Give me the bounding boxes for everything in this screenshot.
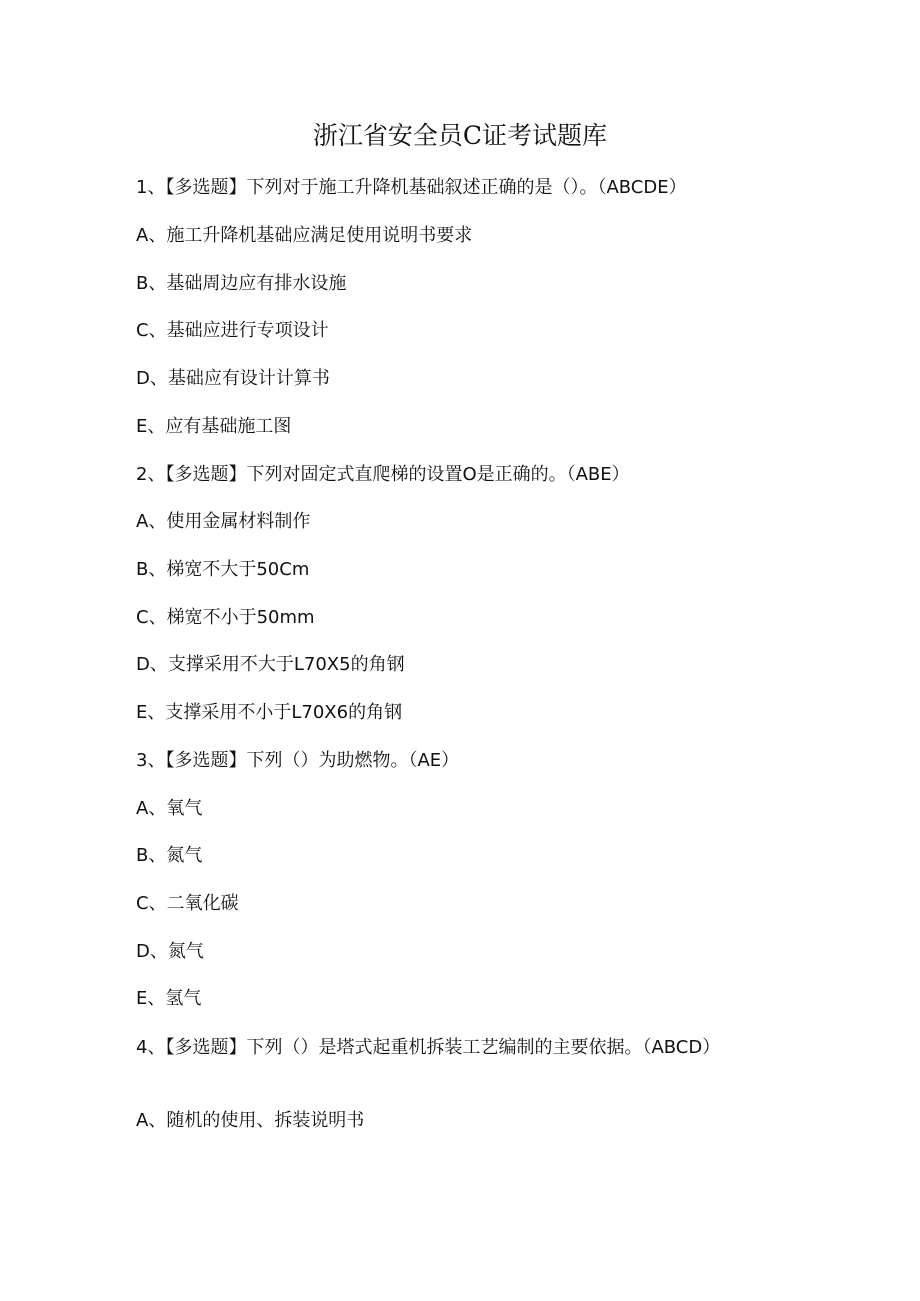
question-1-text: 1、【多选题】下列对于施工升降机基础叙述正确的是（）。（ABCDE） xyxy=(136,177,687,198)
question-1-option-a: A、施工升降机基础应满足使用说明书要求 xyxy=(136,225,473,246)
question-4-text: 4、【多选题】下列（）是塔式起重机拆装工艺编制的主要依据。（ABCD） xyxy=(136,1037,721,1058)
question-1-option-b: B、基础周边应有排水设施 xyxy=(136,273,347,294)
question-3-text: 3、【多选题】下列（）为助燃物。（AE） xyxy=(136,750,460,771)
question-2-text: 2、【多选题】下列对固定式直爬梯的设置O是正确的。（ABE） xyxy=(136,464,630,485)
question-3-option-c: C、二氧化碳 xyxy=(136,893,239,914)
question-4-option-a: A、随机的使用、拆装说明书 xyxy=(136,1110,365,1131)
question-3-option-a: A、氧气 xyxy=(136,798,203,819)
question-3-option-b: B、氮气 xyxy=(136,845,203,866)
question-1-option-e: E、应有基础施工图 xyxy=(136,416,292,437)
question-2-option-b: B、梯宽不大于50Cm xyxy=(136,559,310,580)
question-3-option-d: D、氮气 xyxy=(136,941,204,962)
document-title: 浙江省安全员C证考试题库 xyxy=(312,121,608,150)
question-1-option-d: D、基础应有设计计算书 xyxy=(136,368,330,389)
question-2-option-d: D、支撑采用不大于L70X5的角钢 xyxy=(136,654,405,675)
question-2-option-a: A、使用金属材料制作 xyxy=(136,511,311,532)
question-1-option-c: C、基础应进行专项设计 xyxy=(136,320,329,341)
question-2-option-c: C、梯宽不小于50mm xyxy=(136,607,315,628)
question-2-option-e: E、支撑采用不小于L70X6的角钢 xyxy=(136,702,403,723)
question-3-option-e: E、氢气 xyxy=(136,988,202,1009)
